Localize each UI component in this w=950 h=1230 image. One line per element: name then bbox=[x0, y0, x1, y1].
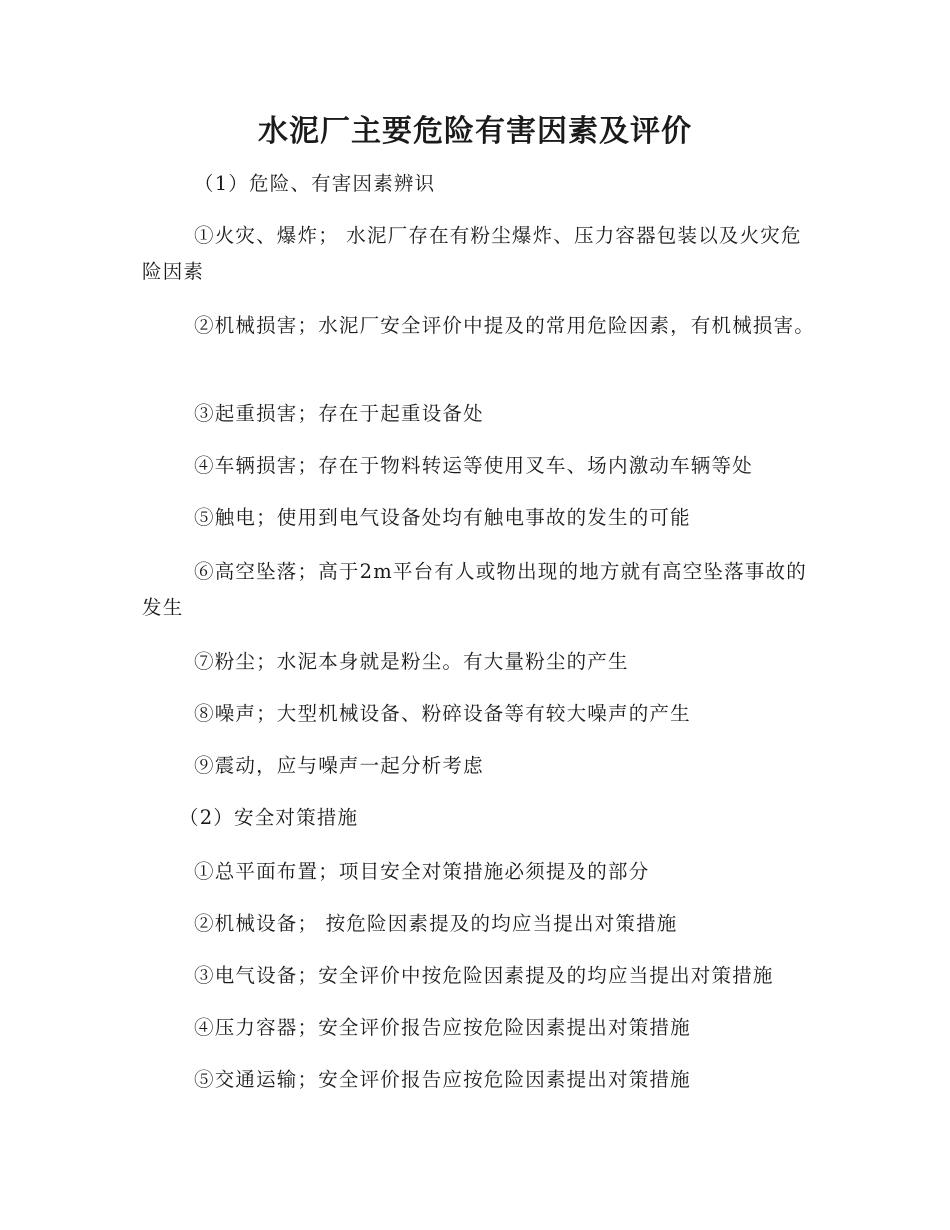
section-heading-1: （1）危险、有害因素辨识 bbox=[194, 172, 436, 195]
paragraph-item: ①火灾、爆炸； 水泥厂存在有粉尘爆炸、压力容器包装以及火灾危险因素 bbox=[142, 224, 802, 283]
paragraph-item: ②机械损害；水泥厂安全评价中提及的常用危险因素，有机械损害。 bbox=[194, 314, 816, 337]
paragraph-item: ②机械设备； 按危险因素提及的均应当提出对策措施 bbox=[194, 912, 678, 935]
paragraph-item: ③起重损害；存在于起重设备处 bbox=[194, 402, 484, 425]
paragraph-item: ⑥高空坠落；高于2m平台有人或物出现的地方就有高空坠落事故的发生 bbox=[142, 560, 807, 619]
paragraph-item: ④压力容器；安全评价报告应按危险因素提出对策措施 bbox=[194, 1016, 691, 1039]
paragraph-item: ⑤交通运输；安全评价报告应按危险因素提出对策措施 bbox=[194, 1068, 691, 1091]
paragraph-item: ⑤触电；使用到电气设备处均有触电事故的发生的可能 bbox=[194, 506, 691, 529]
page-title: 水泥厂主要危险有害因素及评价 bbox=[258, 114, 692, 149]
paragraph-item: ⑦粉尘；水泥本身就是粉尘。有大量粉尘的产生 bbox=[194, 650, 629, 673]
paragraph-item: ⑨震动，应与噪声一起分析考虑 bbox=[194, 754, 484, 777]
paragraph-item: ③电气设备；安全评价中按危险因素提及的均应当提出对策措施 bbox=[194, 964, 774, 987]
paragraph-item: ①总平面布置；项目安全对策措施必须提及的部分 bbox=[194, 860, 650, 883]
section-heading-2: （2）安全对策措施 bbox=[179, 806, 359, 829]
paragraph-item: ④车辆损害；存在于物料转运等使用叉车、场内激动车辆等处 bbox=[194, 454, 753, 477]
paragraph-item: ⑧噪声；大型机械设备、粉碎设备等有较大噪声的产生 bbox=[194, 702, 691, 725]
